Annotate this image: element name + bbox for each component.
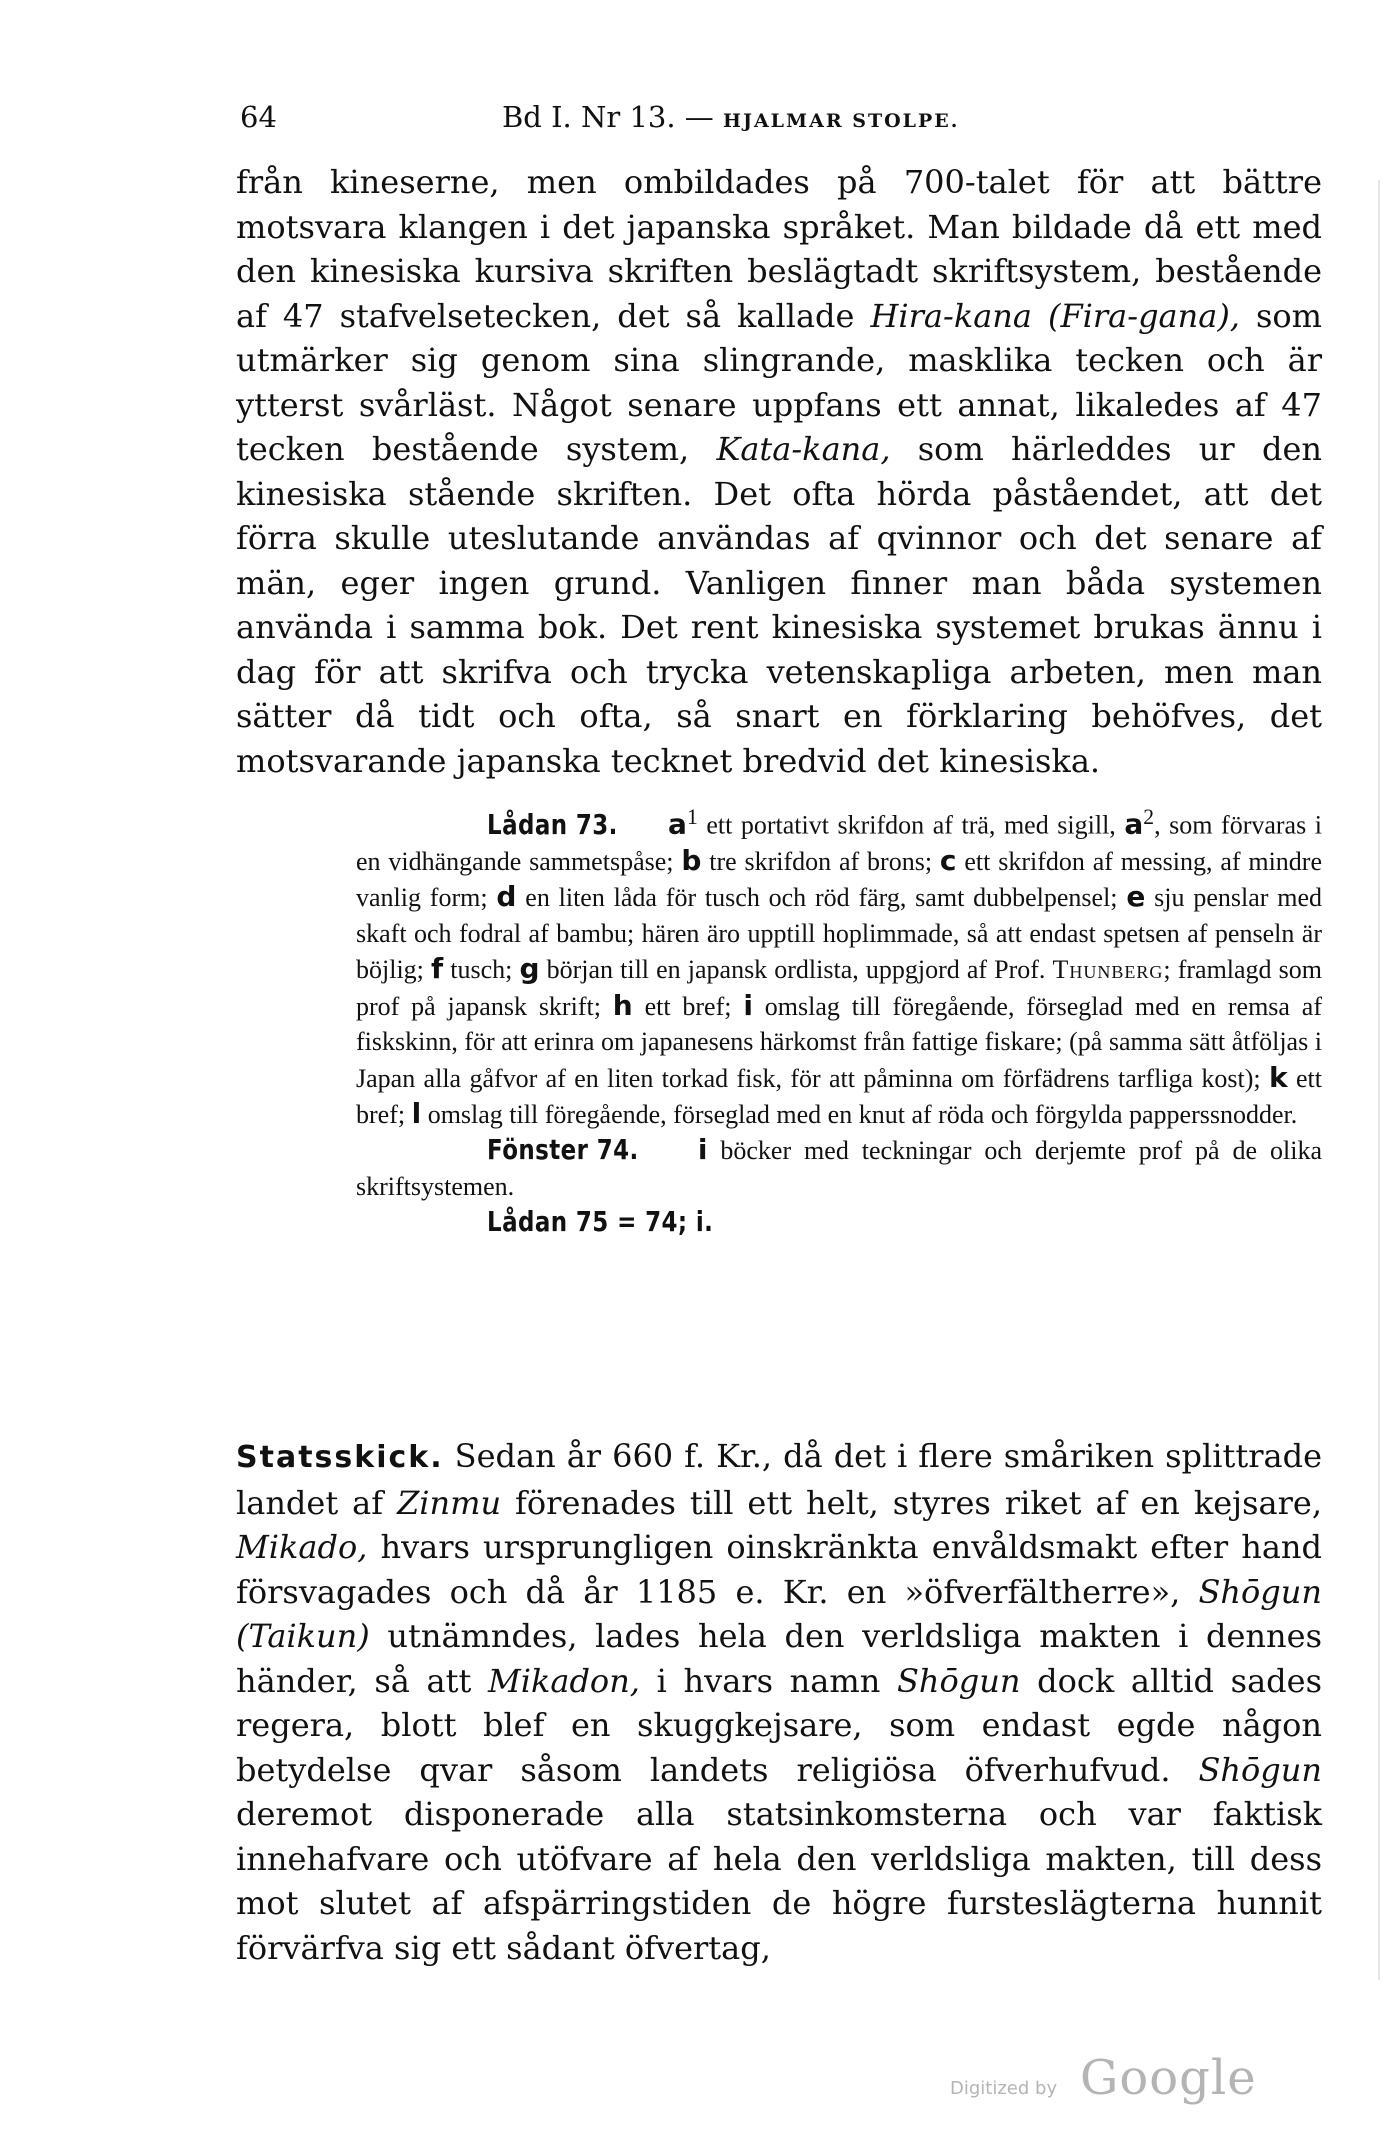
text-run: ett skrifdon af messing, af mindre vanlig form; xyxy=(356,847,1323,913)
item-letter: f xyxy=(431,952,444,986)
text-run: ; framlagd som prof på japansk skrift; xyxy=(356,955,1322,1021)
italic-term: Hira-kana (Fira-gana), xyxy=(870,296,1240,335)
entry-ladan-75 xyxy=(356,1204,1322,1240)
page-number: 64 xyxy=(240,100,277,134)
page-edge-shadow xyxy=(1378,180,1380,1980)
item-letter: b xyxy=(681,844,702,878)
item-letter: e xyxy=(1126,880,1146,914)
person-name: Thunberg xyxy=(1052,955,1164,985)
text-run: omslag till föregående, förseglad med en knut af röda och förgylda papperssnodder. xyxy=(421,1099,1298,1129)
page-header xyxy=(240,100,1310,140)
running-head-text: Bd I. Nr 13. — xyxy=(502,100,714,134)
text-run: som härleddes ur den kinesiska stående skriften. Det ofta hörda påståendet, att det förra skulle uteslutande användas af qvinnor och det senare af män, eger ingen grund. Vanligen finner man båda systemen använda i samma bok. Det rent kinesiska systemet brukas ännu i dag för att skrifva och trycka vetenskapliga arbeten, men man sätter då tidt och ofta, så snart en förklaring behöfves, det motsvarande japanska tecknet bredvid det kinesiska. xyxy=(236,430,1323,780)
entry-fonster-74 xyxy=(356,1132,1322,1204)
entry-label: Fönster 74. xyxy=(487,1133,639,1167)
italic-term: Zinmu xyxy=(397,1483,502,1522)
text-run: ett bref; xyxy=(632,991,744,1021)
text-run: deremot disponerade alla statsinkomsterna och var faktisk innehafvare och utöfvare af hela den verldsliga makten, till dess mot slutet af afspärringstiden de högre fursteslägterna hunnit förvärfva sig ett sådant öfvertag, xyxy=(236,1795,1322,1967)
item-letter: l xyxy=(411,1096,422,1130)
text-run: ett portativt skrifdon af trä, med sigill, xyxy=(697,810,1125,840)
section-lead: Statsskick. xyxy=(236,1440,444,1475)
text-run: som utmärker sig genom sina slingrande, masklika tecken och är ytterst svårläst. Något senare uppfans ett annat, likaledes af 47 tecken bestående system, xyxy=(236,296,1323,468)
running-head xyxy=(502,100,959,134)
item-letter: i xyxy=(697,1133,708,1167)
text-run: hvars ursprungligen oinskränkta envåldsmakt efter hand försvagades och då år 1185 e. Kr. en »öfverfältherre», xyxy=(236,1528,1322,1611)
item-letter: g xyxy=(519,952,540,986)
italic-term: Shōgun xyxy=(896,1661,1021,1700)
item-letter: k xyxy=(1269,1060,1288,1094)
entry-label: Lådan 75 = 74; i. xyxy=(487,1205,714,1239)
digitized-stamp xyxy=(950,2050,1257,2110)
paragraph-writing-systems xyxy=(236,160,1322,783)
google-logo: Google xyxy=(1080,2050,1257,2106)
text-run: omslag till föregående, förseglad med en remsa af fiskskinn, för att erinra om japanesens härkomst från fattige fiskare; (på samma sätt åtföljas i Japan alla gåfvor af en liten torkad fisk, för att påminna om förfädrens tarfliga kost); xyxy=(356,991,1323,1093)
item-superscript: 1 xyxy=(686,805,698,829)
item-letter: d xyxy=(496,880,517,914)
italic-term: Mikado, xyxy=(236,1528,368,1566)
text-run: förenades till ett helt, styres riket af en kejsare, xyxy=(501,1483,1323,1522)
text-run: dock alltid sades regera, blott blef en skuggkejsare, som endast egde någon betydelse qvar såsom landets religiösa öfverhufvud. xyxy=(236,1661,1323,1789)
text-run: början till en japansk ordlista, uppgjord af Prof. xyxy=(539,955,1053,985)
item-letter: a xyxy=(668,807,687,841)
item-letter: i xyxy=(743,988,753,1022)
text-run: sju penslar med skaft och fodral af bambu; hären äro upptill hoplimmade, så att endast spetsen af penseln är böjlig; xyxy=(356,883,1322,985)
italic-term: Shōgun (Taikun) xyxy=(236,1572,1322,1655)
text-run: en liten låda för tusch och röd färg, samt dubbelpensel; xyxy=(516,883,1127,913)
item-letter: c xyxy=(939,844,957,878)
italic-term: Mikadon, xyxy=(487,1661,640,1700)
running-head-author: HJALMAR STOLPE. xyxy=(723,110,960,132)
entry-ladan-73 xyxy=(356,800,1322,1132)
digitized-label: Digitized by xyxy=(950,2078,1058,2099)
text-run: ett bref; xyxy=(356,1063,1322,1129)
text-run: , som förvaras i en vidhängande sammetspåse; xyxy=(356,810,1323,877)
item-superscript: 2 xyxy=(1143,805,1155,829)
item-letter: h xyxy=(612,988,633,1022)
text-run: i hvars namn xyxy=(639,1661,897,1700)
text-run: tre skrifdon af brons; xyxy=(701,847,940,877)
italic-term: Shōgun xyxy=(1198,1750,1322,1789)
paragraph-statsskick xyxy=(236,1434,1322,1970)
text-run: utnämndes, lades hela den verldsliga makten i dennes händer, så att xyxy=(236,1617,1322,1700)
text-run: från kineserne, men ombildades på 700-talet för att bättre motsvara klangen i det japanska språket. Man bildade då ett med den kinesiska kursiva skriften beslägtadt skriftsystem, bestående af 47 stafvelsetecken, det så kallade xyxy=(236,163,1322,335)
catalogue-entries xyxy=(356,800,1322,1241)
text-run: böcker med teckningar och derjemte prof på de olika skriftsystemen. xyxy=(356,1136,1323,1201)
italic-term: Kata-kana, xyxy=(716,430,891,468)
entry-label: Lådan 73. xyxy=(487,807,618,841)
text-run: tusch; xyxy=(443,955,520,985)
text-run: Sedan år 660 f. Kr., då det i flere småriken splittrade landet af xyxy=(236,1437,1322,1522)
item-letter: a xyxy=(1124,807,1144,841)
